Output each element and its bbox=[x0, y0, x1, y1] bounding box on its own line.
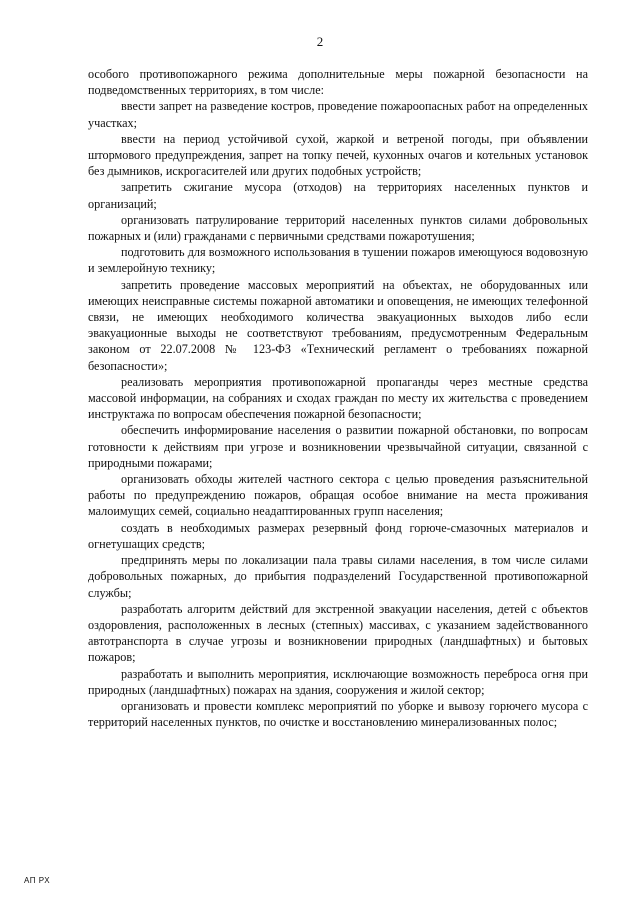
paragraph-item: подготовить для возможного использования в тушении пожаров имеющуюся водовозную и землеройную технику; bbox=[88, 245, 588, 276]
paragraph-item: организовать патрулирование территорий населенных пунктов силами добровольных пожарных и (или) гражданами с первичными средствами пожаротушения; bbox=[88, 212, 588, 244]
page-number: 2 bbox=[316, 34, 324, 49]
footer-code: АП РХ bbox=[24, 876, 51, 885]
paragraph-item: организовать обходы жителей частного сектора с целью проведения разъяснительной работы по предупреждению пожаров, обращая особое внимание на места проживания малоимущих семей, социально неадаптированных групп населения; bbox=[88, 472, 588, 519]
paragraph-item: организовать и провести комплекс мероприятий по уборке и вывозу горючего мусора с территорий населенных пунктов, по очистке и восстановлению минерализованных полос; bbox=[88, 698, 588, 730]
paragraph-item: обеспечить информирование населения о развитии пожарной обстановки, по вопросам готовности к действиям при угрозе и возникновении чрезвычайной ситуации, связанной с природными пожарами; bbox=[88, 423, 588, 470]
paragraph-item: ввести на период устойчивой сухой, жаркой и ветреной погоды, при объявлении штормового предупреждения, запрет на топку печей, кухонных очагов и котельных установок без дымников, искрогасителей или других подобных устройств; bbox=[88, 131, 588, 179]
paragraph-item: предпринять меры по локализации пала травы силами населения, в том числе силами добровольных пожарных, до прибытия подразделений Государственной противопожарной службы; bbox=[88, 553, 588, 600]
paragraph-item: разработать и выполнить мероприятия, исключающие возможность переброса огня при природных (ландшафтных) пожарах на здания, сооружения и жилой сектор; bbox=[88, 666, 588, 697]
paragraph-intro: особого противопожарного режима дополнительные меры пожарной безопасности на подведомственных территориях, в том числе: bbox=[88, 67, 588, 98]
paragraph-item: разработать алгоритм действий для экстренной эвакуации населения, детей с объектов оздоровления, расположенных в лесных (степных) массивах, с указанием задействованного автотранспорта в случае угрозы и возникновении природных (ландшафтных) и бытовых пожаров; bbox=[88, 601, 588, 665]
paragraph-item: создать в необходимых размерах резервный фонд горюче-смазочных материалов и огнетушащих средств; bbox=[88, 520, 588, 551]
document-body bbox=[88, 66, 588, 730]
paragraph-item: запретить проведение массовых мероприятий на объектах, не оборудованных или имеющих неисправные системы пожарной автоматики и оповещения, не имеющих телефонной связи, не имеющих необходимого количества эвакуационных выходов либо если эвакуационные выходы не соответствуют требованиям, предусмотренным Федеральным законом от 22.07.2008 № 123-ФЗ «Технический регламент о требованиях пожарной безопасности»; bbox=[88, 277, 588, 373]
paragraph-item: реализовать мероприятия противопожарной пропаганды через местные средства массовой информации, на собраниях и сходах граждан по месту их жительства с проведением инструктажа по вопросам обеспечения пожарной безопасности; bbox=[88, 374, 588, 422]
paragraph-item: запретить сжигание мусора (отходов) на территориях населенных пунктов и организаций; bbox=[88, 180, 588, 211]
paragraph-item: ввести запрет на разведение костров, проведение пожароопасных работ на определенных участках; bbox=[88, 99, 588, 130]
